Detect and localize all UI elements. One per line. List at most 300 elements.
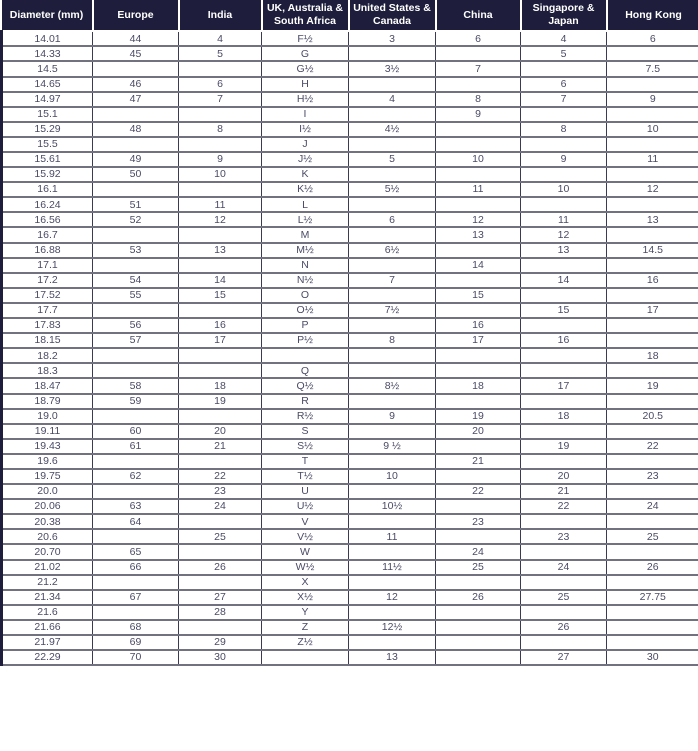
cell: 8 (179, 122, 262, 137)
cell (436, 167, 521, 182)
cell: 28 (179, 605, 262, 620)
cell (179, 454, 262, 469)
cell: 16.56 (2, 212, 93, 227)
column-header: Diameter (mm) (2, 0, 93, 31)
cell: 49 (93, 152, 179, 167)
cell: 17 (607, 303, 698, 318)
cell: 10 (521, 182, 607, 197)
cell (607, 484, 698, 499)
table-row (2, 258, 698, 273)
cell (607, 394, 698, 409)
cell: 25 (436, 560, 521, 575)
cell: 52 (93, 212, 179, 227)
cell: 26 (436, 590, 521, 605)
cell: 14 (521, 273, 607, 288)
cell (436, 77, 521, 92)
cell: 18 (521, 409, 607, 424)
table-row (2, 333, 698, 348)
cell (521, 575, 607, 590)
cell (93, 182, 179, 197)
cell: 16 (436, 318, 521, 333)
cell: 12 (607, 182, 698, 197)
cell (436, 620, 521, 635)
cell (436, 575, 521, 590)
cell: 19.6 (2, 454, 93, 469)
column-header: United States & Canada (349, 0, 436, 31)
cell (349, 424, 436, 439)
cell: X (262, 575, 349, 590)
table-row (2, 303, 698, 318)
cell (607, 227, 698, 242)
cell (349, 288, 436, 303)
cell: N½ (262, 273, 349, 288)
cell: 20.38 (2, 514, 93, 529)
cell: 21.2 (2, 575, 93, 590)
cell: 4 (521, 31, 607, 46)
cell (436, 122, 521, 137)
cell: 27 (179, 590, 262, 605)
cell: Q½ (262, 378, 349, 393)
cell: 65 (93, 544, 179, 559)
cell (179, 409, 262, 424)
cell: I (262, 107, 349, 122)
cell: 46 (93, 77, 179, 92)
cell: 19.0 (2, 409, 93, 424)
cell (607, 424, 698, 439)
table-row (2, 243, 698, 258)
cell (93, 363, 179, 378)
cell: 20.5 (607, 409, 698, 424)
cell (349, 197, 436, 212)
cell (436, 363, 521, 378)
cell (93, 61, 179, 76)
cell (607, 46, 698, 61)
cell: 26 (179, 560, 262, 575)
cell: 5 (179, 46, 262, 61)
cell: 25 (607, 529, 698, 544)
cell: 23 (607, 469, 698, 484)
cell: 21.97 (2, 635, 93, 650)
cell: 25 (179, 529, 262, 544)
cell: 14 (179, 273, 262, 288)
cell: S (262, 424, 349, 439)
cell: 23 (179, 484, 262, 499)
cell: 20.70 (2, 544, 93, 559)
cell: 20.06 (2, 499, 93, 514)
cell: Z½ (262, 635, 349, 650)
cell: V (262, 514, 349, 529)
cell: 16.7 (2, 227, 93, 242)
cell: 18 (607, 348, 698, 363)
cell: 6 (179, 77, 262, 92)
cell: V½ (262, 529, 349, 544)
table-row (2, 469, 698, 484)
cell: 23 (436, 514, 521, 529)
cell: 47 (93, 92, 179, 107)
cell: L (262, 197, 349, 212)
cell (349, 348, 436, 363)
cell: 21 (521, 484, 607, 499)
cell (349, 363, 436, 378)
cell: L½ (262, 212, 349, 227)
cell: 56 (93, 318, 179, 333)
cell: 13 (179, 243, 262, 258)
cell: 14.5 (607, 243, 698, 258)
cell (607, 137, 698, 152)
cell: Y (262, 605, 349, 620)
cell: 5½ (349, 182, 436, 197)
cell: 20.6 (2, 529, 93, 544)
cell: O½ (262, 303, 349, 318)
cell: 11 (607, 152, 698, 167)
cell: 22 (179, 469, 262, 484)
cell: 17 (436, 333, 521, 348)
cell: 69 (93, 635, 179, 650)
cell: 15 (179, 288, 262, 303)
table-row (2, 544, 698, 559)
cell: 10 (179, 167, 262, 182)
cell: 7 (521, 92, 607, 107)
cell (93, 137, 179, 152)
cell: I½ (262, 122, 349, 137)
cell (521, 424, 607, 439)
cell: 18.3 (2, 363, 93, 378)
cell: 16.88 (2, 243, 93, 258)
cell: 21 (436, 454, 521, 469)
cell: 7.5 (607, 61, 698, 76)
cell: 11 (436, 182, 521, 197)
cell: 70 (93, 650, 179, 665)
column-header: Singapore & Japan (521, 0, 607, 31)
cell: U (262, 484, 349, 499)
table-row (2, 620, 698, 635)
cell: R (262, 394, 349, 409)
cell: K (262, 167, 349, 182)
cell (436, 137, 521, 152)
cell: 7½ (349, 303, 436, 318)
cell: 48 (93, 122, 179, 137)
table-row (2, 167, 698, 182)
cell: 8 (521, 122, 607, 137)
cell (521, 514, 607, 529)
cell: J½ (262, 152, 349, 167)
cell: M (262, 227, 349, 242)
cell: Q (262, 363, 349, 378)
cell (607, 167, 698, 182)
cell: 16 (521, 333, 607, 348)
cell (179, 258, 262, 273)
cell (607, 575, 698, 590)
cell: 4 (179, 31, 262, 46)
cell: R½ (262, 409, 349, 424)
cell: 12 (179, 212, 262, 227)
table-row (2, 288, 698, 303)
cell: 12 (521, 227, 607, 242)
cell: 29 (179, 635, 262, 650)
column-header: China (436, 0, 521, 31)
cell: 20 (521, 469, 607, 484)
cell (349, 544, 436, 559)
table-row (2, 650, 698, 665)
cell: 12 (436, 212, 521, 227)
cell (521, 318, 607, 333)
cell: 61 (93, 439, 179, 454)
cell (262, 650, 349, 665)
table-row (2, 605, 698, 620)
cell (179, 303, 262, 318)
column-header: India (179, 0, 262, 31)
cell: N (262, 258, 349, 273)
cell: 15.29 (2, 122, 93, 137)
table-row (2, 378, 698, 393)
cell: 12½ (349, 620, 436, 635)
cell (436, 529, 521, 544)
cell (521, 635, 607, 650)
cell: 18.2 (2, 348, 93, 363)
cell: 53 (93, 243, 179, 258)
cell (349, 575, 436, 590)
cell: 22 (436, 484, 521, 499)
table-row (2, 499, 698, 514)
cell (436, 469, 521, 484)
cell: 17 (179, 333, 262, 348)
column-header: Europe (93, 0, 179, 31)
cell: 11 (349, 529, 436, 544)
cell: 21.6 (2, 605, 93, 620)
cell: 19.75 (2, 469, 93, 484)
cell (607, 333, 698, 348)
table-row (2, 560, 698, 575)
cell (93, 484, 179, 499)
cell: H½ (262, 92, 349, 107)
cell: 24 (179, 499, 262, 514)
cell (179, 227, 262, 242)
cell: 17.83 (2, 318, 93, 333)
cell (607, 288, 698, 303)
cell: 11½ (349, 560, 436, 575)
cell (349, 484, 436, 499)
cell: 11 (179, 197, 262, 212)
cell: 6 (436, 31, 521, 46)
table-row (2, 31, 698, 46)
cell: 19 (521, 439, 607, 454)
cell: 18.15 (2, 333, 93, 348)
cell: 13 (521, 243, 607, 258)
cell: 15.5 (2, 137, 93, 152)
table-row (2, 197, 698, 212)
cell: 9 (179, 152, 262, 167)
cell (521, 605, 607, 620)
cell: 68 (93, 620, 179, 635)
cell: 10 (436, 152, 521, 167)
cell (179, 182, 262, 197)
cell: 14.01 (2, 31, 93, 46)
cell: 19 (436, 409, 521, 424)
table-row (2, 348, 698, 363)
cell: 7 (179, 92, 262, 107)
cell: Z (262, 620, 349, 635)
cell: J (262, 137, 349, 152)
cell (521, 454, 607, 469)
table-row (2, 454, 698, 469)
table-row (2, 273, 698, 288)
cell (521, 137, 607, 152)
cell (179, 61, 262, 76)
cell: 8 (436, 92, 521, 107)
cell: 54 (93, 273, 179, 288)
cell (607, 258, 698, 273)
cell (349, 46, 436, 61)
cell (521, 167, 607, 182)
column-header: UK, Australia & South Africa (262, 0, 349, 31)
cell: 15 (436, 288, 521, 303)
table-row (2, 77, 698, 92)
cell: 22.29 (2, 650, 93, 665)
cell (436, 650, 521, 665)
cell: 23 (521, 529, 607, 544)
cell (349, 605, 436, 620)
cell: 5 (521, 46, 607, 61)
cell: 14.65 (2, 77, 93, 92)
cell (93, 409, 179, 424)
cell: S½ (262, 439, 349, 454)
cell: 16 (179, 318, 262, 333)
cell: 14.33 (2, 46, 93, 61)
cell (436, 635, 521, 650)
cell: 67 (93, 590, 179, 605)
cell: O (262, 288, 349, 303)
cell (436, 303, 521, 318)
cell: G½ (262, 61, 349, 76)
cell (349, 107, 436, 122)
cell (607, 620, 698, 635)
cell: 9 (521, 152, 607, 167)
cell: 14.97 (2, 92, 93, 107)
cell: 6 (607, 31, 698, 46)
cell: 66 (93, 560, 179, 575)
cell (93, 348, 179, 363)
cell: 17.7 (2, 303, 93, 318)
cell: T½ (262, 469, 349, 484)
cell: 21 (179, 439, 262, 454)
cell (349, 394, 436, 409)
cell (436, 46, 521, 61)
cell: 17.1 (2, 258, 93, 273)
cell (93, 454, 179, 469)
cell (436, 197, 521, 212)
cell: 20 (436, 424, 521, 439)
cell (607, 77, 698, 92)
cell: 21.66 (2, 620, 93, 635)
cell: 18 (179, 378, 262, 393)
table-row (2, 424, 698, 439)
table-row (2, 575, 698, 590)
cell (349, 318, 436, 333)
cell: 51 (93, 197, 179, 212)
table-row (2, 394, 698, 409)
cell: 13 (607, 212, 698, 227)
table-body (2, 31, 698, 665)
cell (521, 544, 607, 559)
cell (93, 605, 179, 620)
cell (436, 394, 521, 409)
cell: 30 (179, 650, 262, 665)
cell: 15.61 (2, 152, 93, 167)
cell: 24 (607, 499, 698, 514)
cell: 25 (521, 590, 607, 605)
cell: 17 (521, 378, 607, 393)
cell (607, 514, 698, 529)
cell (436, 499, 521, 514)
cell: 9 ½ (349, 439, 436, 454)
cell (521, 258, 607, 273)
cell: 12 (349, 590, 436, 605)
cell (179, 575, 262, 590)
cell: 18 (436, 378, 521, 393)
cell: 21.34 (2, 590, 93, 605)
cell: 58 (93, 378, 179, 393)
cell (349, 167, 436, 182)
cell: 9 (607, 92, 698, 107)
cell: 30 (607, 650, 698, 665)
cell: 21.02 (2, 560, 93, 575)
cell (607, 544, 698, 559)
cell: 10 (349, 469, 436, 484)
cell: 7 (436, 61, 521, 76)
cell: K½ (262, 182, 349, 197)
cell (607, 605, 698, 620)
cell: 10 (607, 122, 698, 137)
cell: 8 (349, 333, 436, 348)
cell: 22 (521, 499, 607, 514)
cell: 63 (93, 499, 179, 514)
table-row (2, 122, 698, 137)
cell (179, 137, 262, 152)
cell: 14 (436, 258, 521, 273)
cell: 9 (436, 107, 521, 122)
cell (179, 107, 262, 122)
cell: 20 (179, 424, 262, 439)
cell (521, 394, 607, 409)
cell: T (262, 454, 349, 469)
cell: 26 (521, 620, 607, 635)
cell (93, 575, 179, 590)
cell: W½ (262, 560, 349, 575)
cell: 3 (349, 31, 436, 46)
cell (349, 137, 436, 152)
cell (521, 348, 607, 363)
cell: X½ (262, 590, 349, 605)
cell: P (262, 318, 349, 333)
table-row (2, 363, 698, 378)
cell (179, 514, 262, 529)
table-row (2, 137, 698, 152)
cell: 62 (93, 469, 179, 484)
cell: 15 (521, 303, 607, 318)
table-row (2, 514, 698, 529)
table-row (2, 107, 698, 122)
cell: 15.92 (2, 167, 93, 182)
cell (349, 77, 436, 92)
cell: 17.52 (2, 288, 93, 303)
cell (607, 454, 698, 469)
cell (349, 454, 436, 469)
cell (349, 635, 436, 650)
table-row (2, 182, 698, 197)
cell: 50 (93, 167, 179, 182)
cell: 4 (349, 92, 436, 107)
cell: 27.75 (607, 590, 698, 605)
